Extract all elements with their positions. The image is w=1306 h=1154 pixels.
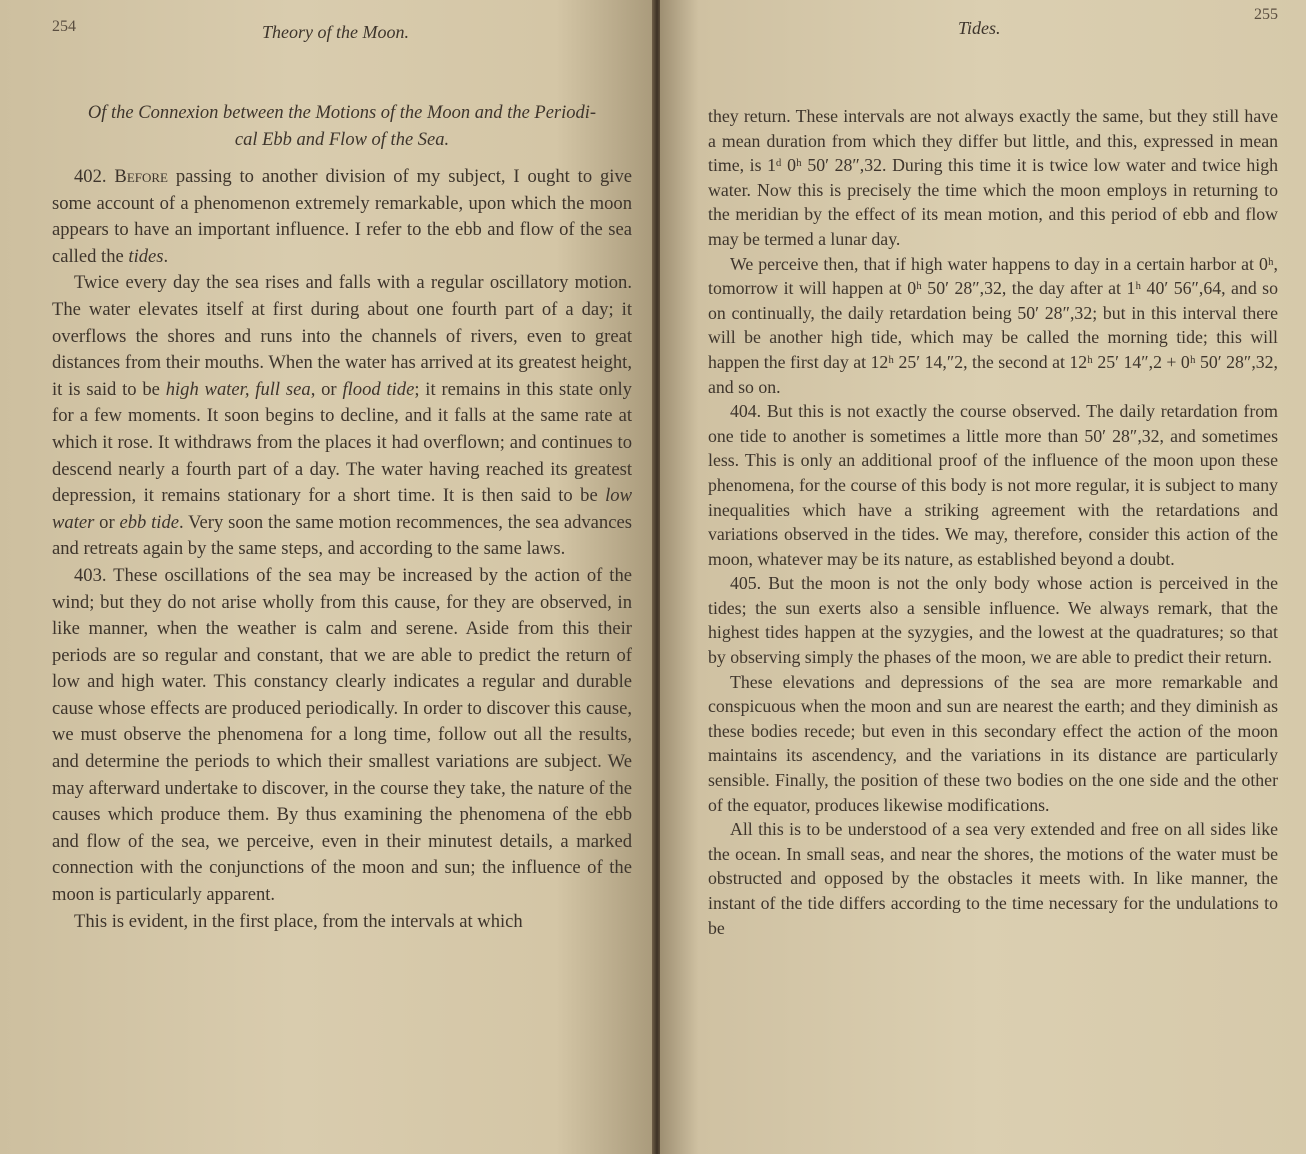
paragraph-405: 405. But the moon is not the only body whose action is perceived in the tides; the sun exerts also a sensible influence. We always remark, that the highest tides happen at the syzygies, and the lowest at the quadratures; so that by observing simply the phases of the moon, we are able to predict their return. (708, 573, 1278, 668)
right-page (660, 0, 1306, 1154)
section-title-line-2: cal Ebb and Flow of the Sea. (234, 130, 450, 150)
paragraph-number: 402. (74, 166, 107, 187)
paragraph-this-is-evident: This is evident, in the first place, from the intervals at which (74, 910, 523, 932)
small-caps-opening: Before (114, 166, 168, 187)
paragraph-text: . Very soon the same motion recommences, the sea advances and retreats again by the same steps, and according to the same laws. (52, 511, 632, 560)
paragraph-404: 404. But this is not exactly the course observed. The daily retardation from one tide to another is sometimes a little more than 50′ 28″,32, and sometimes less. This is only an additional proof of the influence of the moon upon these phenomena, for the course of this body is not more regular, it is subject to many inequalities which have a striking agreement with the retardations and variations observed in the tides. We may, therefore, consider this action of the moon, whatever may be its nature, as established beyond a doubt. (708, 401, 1278, 569)
left-body-text (52, 164, 632, 935)
paragraph-all-this: All this is to be understood of a sea very extended and free on all sides like the ocean. In small seas, and near the shores, the motions of the water must be obstructed and opposed by the obstacles it meets with. In like manner, the instant of the tide differs according to the time necessary for the undulations to be (708, 819, 1278, 938)
paragraph-403: 403. These oscillations of the sea may be increased by the action of the wind; but they do not arise wholly from this cause, for they are observed, in like manner, when the weather is calm and serene. Aside from this their periods are so regular and constant, that we are able to predict the return of low and high water. This constancy clearly indicates a regular and durable cause whose effects are produced periodically. In order to discover this cause, we must observe the phenomena for a long time, follow out all the results, and determine the periods to which their smallest variations are subject. We may afterward undertake to discover, in the course they take, the nature of the causes which produce them. By thus examining the phenomena of the ebb and flow of the sea, we perceive, even in their minutest details, a marked connection with the conjunctions of the moon and sun; the influence of the moon is particularly apparent. (52, 564, 632, 906)
paragraph-text: Twice every day the sea rises and falls with a regular oscillatory motion. The water elevates itself at first during about one fourth part of a day; it overflows the shores and runs into the channels of rivers, even to great distances from their mouths. When the water has arrived at its greatest height, it is said to be (52, 272, 632, 400)
paragraph-text: passing to another division of my subject, I ought to give some account of a phenomenon extremely remarkable, upon which the moon appears to have an important influence. I refer to the ebb and flow of the sea called the (52, 166, 633, 267)
right-page-header (708, 6, 1278, 52)
paragraph-402 (52, 164, 632, 270)
italic-term: high water, full sea (165, 378, 311, 400)
left-running-head: Theory of the Moon. (262, 22, 409, 42)
paragraph-text: . (163, 245, 169, 267)
paragraph-we-perceive: We perceive then, that if high water happens to day in a certain harbor at 0ʰ, tomorrow it will happen at 0ʰ 50′ 28″,32, the day after at 1ʰ 40′ 56″,64, and so on continually, the daily retardation being 50′ 28″,32; but in this interval there will be another high tide, which may be called the morning tide; this will happen the first day at 12ʰ 25′ 14,″2, the second at 12ʰ 25′ 14″,2 + 0ʰ 50′ 28″,32, and so on. (708, 253, 1278, 397)
paragraph-twice-every-day (52, 270, 632, 563)
right-body-text (708, 104, 1278, 940)
italic-term: flood tide (342, 378, 415, 400)
italic-term: ebb tide (119, 511, 180, 533)
paragraph-text: or (94, 511, 120, 533)
section-title-line-1: Of the Connexion between the Motions of the Moon and the Periodi- (87, 103, 597, 123)
left-page-number: 254 (52, 18, 76, 35)
right-running-head: Tides. (958, 18, 1001, 38)
italic-term: low water (52, 485, 632, 533)
paragraph-they-return: they return. These intervals are not always exactly the same, but they still have a mean duration from which they differ but little, and this, expressed in mean time, is 1ᵈ 0ʰ 50′ 28″,32. During this time it is twice low water and twice high water. Now this is precisely the time which the moon employs in returning to the meridian by the effect of its mean motion, and this period of ebb and flow may be termed a lunar day. (708, 106, 1278, 249)
italic-term: tides (128, 245, 164, 267)
paragraph-text: ; it remains in this state only for a few moments. It soon begins to decline, and it falls at the same rate at which it rose. It withdraws from the places it had overflown; and continues to descend nearly a fourth part of a day. The water having reached its greatest depression, it remains stationary for a short time. It is then said to be (52, 378, 632, 507)
paragraph-text: , or (310, 378, 343, 400)
right-page-number: 255 (1254, 6, 1278, 23)
paragraph-elevations: These elevations and depressions of the sea are more remarkable and conspicuous when the moon and sun are nearest the earth; and they diminish as these bodies recede; but even in this secondary effect the action of the moon maintains its ascendency, and the variations in its distance are particularly sensible. Finally, the position of these two bodies on the one side and the other of the equator, produces likewise modifications. (708, 671, 1278, 815)
left-page-header (52, 18, 632, 52)
section-title (52, 100, 632, 154)
